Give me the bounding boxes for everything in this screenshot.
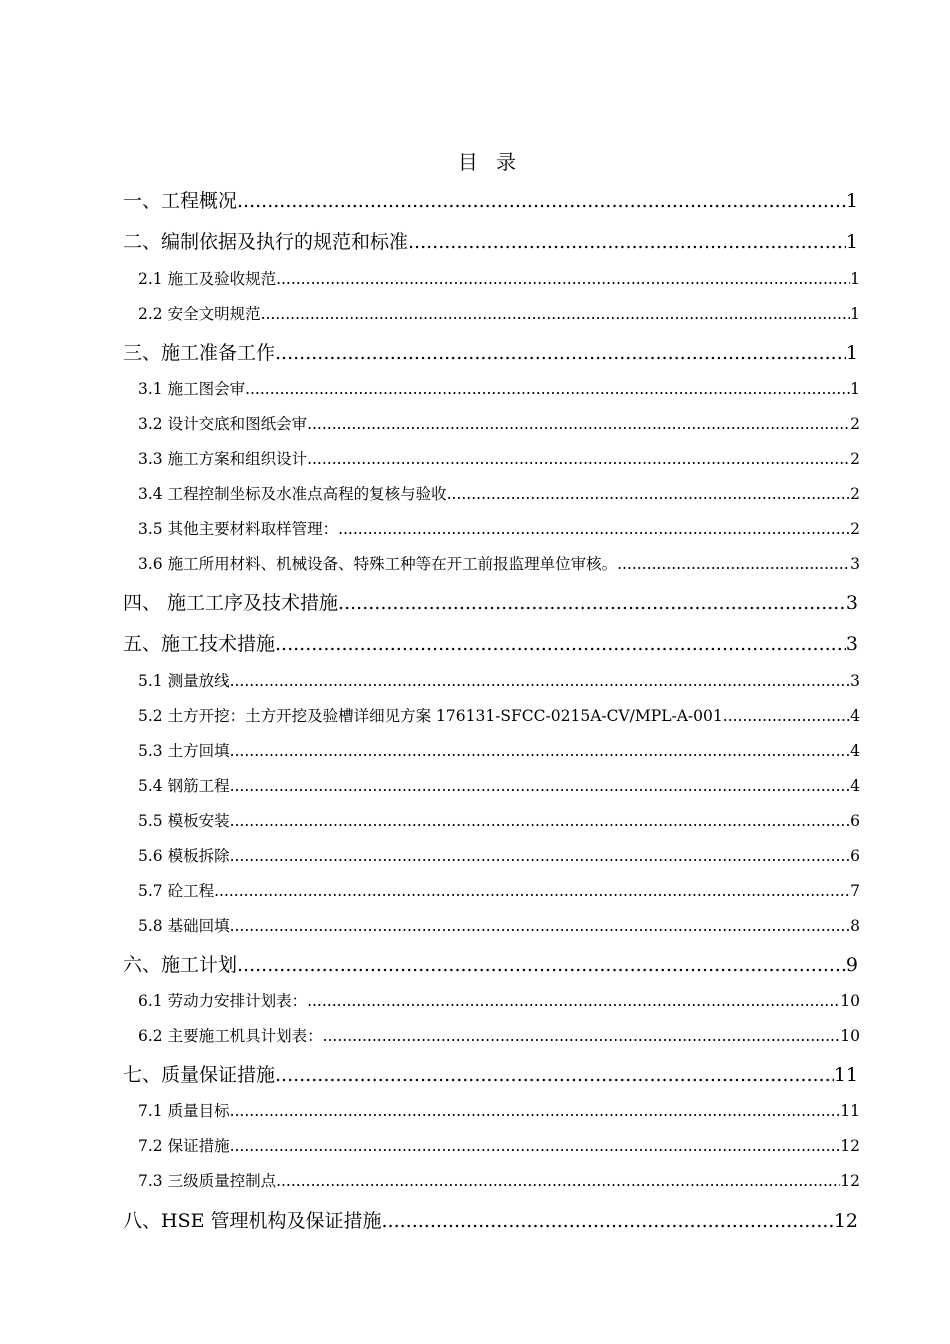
toc-entry-page-number: 12 (833, 1210, 858, 1232)
toc-entry-label: 5.4 钢筋工程 (138, 777, 230, 795)
toc-entry-label: 3.6 施工所用材料、机械设备、特殊工种等在开工前报监理单位审核。 (138, 555, 618, 573)
toc-dot-leader (408, 231, 846, 253)
toc-entry-label: 六、施工计划 (123, 954, 238, 976)
toc-entry-page-number: 1 (845, 190, 858, 212)
toc-entry[interactable] (0, 1134, 950, 1156)
toc-dot-leader (230, 812, 851, 830)
toc-dot-leader (230, 1102, 841, 1120)
toc-entry-label: 5.7 砼工程 (138, 882, 215, 900)
toc-entry-page-number: 3 (845, 592, 858, 614)
toc-entry-label: 3.3 施工方案和组织设计 (138, 450, 308, 468)
toc-entry-label: 3.1 施工图会审 (138, 380, 246, 398)
toc-dot-leader (230, 777, 851, 795)
toc-dot-leader (323, 1027, 841, 1045)
toc-entry[interactable] (0, 227, 950, 254)
toc-entry-page-number: 4 (850, 707, 860, 725)
toc-dot-leader (382, 1210, 834, 1232)
toc-entry-page-number: 4 (850, 777, 860, 795)
toc-entry[interactable] (0, 1024, 950, 1046)
toc-entry-label: 7.3 三级质量控制点 (138, 1172, 277, 1190)
toc-entry-label: 3.2 设计交底和图纸会审 (138, 415, 308, 433)
toc-entry-page-number: 10 (840, 992, 860, 1010)
toc-entry-page-number: 1 (845, 342, 858, 364)
toc-entry-page-number: 1 (850, 270, 860, 288)
toc-dot-leader (723, 707, 850, 725)
toc-entry[interactable] (0, 302, 950, 324)
toc-entry-label: 7.2 保证措施 (138, 1137, 230, 1155)
toc-dot-leader (447, 485, 851, 503)
toc-entry-page-number: 4 (850, 742, 860, 760)
toc-entry-label: 5.6 模板拆除 (138, 847, 230, 865)
toc-entry-label: 2.1 施工及验收规范 (138, 270, 277, 288)
toc-dot-leader (307, 450, 850, 468)
toc-entry[interactable] (0, 482, 950, 504)
toc-entry[interactable] (0, 989, 950, 1011)
toc-dot-leader (230, 847, 851, 865)
toc-entry-page-number: 8 (850, 917, 860, 935)
toc-dot-leader (237, 190, 846, 212)
toc-dot-leader (307, 992, 840, 1010)
toc-entry-page-number: 2 (850, 450, 860, 468)
toc-entry-label: 二、编制依据及执行的规范和标准 (123, 231, 409, 253)
toc-entry-page-number: 9 (845, 954, 858, 976)
toc-entry-page-number: 1 (850, 305, 860, 323)
toc-entry-page-number: 12 (840, 1172, 860, 1190)
toc-entry-label: 6.2 主要施工机具计划表： (138, 1027, 323, 1045)
toc-entry-page-number: 3 (850, 555, 860, 573)
toc-dot-leader (275, 342, 846, 364)
toc-entry-label: 5.3 土方回填 (138, 742, 230, 760)
toc-entry-label: 八、HSE 管理机构及保证措施 (123, 1210, 382, 1232)
toc-entry-page-number: 11 (833, 1064, 858, 1086)
toc-entry-page-number: 3 (845, 633, 858, 655)
toc-entry[interactable] (0, 1099, 950, 1121)
toc-entry-label: 2.2 安全文明规范 (138, 305, 261, 323)
toc-entry-page-number: 1 (850, 380, 860, 398)
toc-entry-label: 5.1 测量放线 (138, 672, 230, 690)
toc-entry-label: 一、工程概况 (123, 190, 238, 212)
toc-entry-page-number: 2 (850, 415, 860, 433)
toc-entry[interactable] (0, 704, 950, 726)
toc-entry-page-number: 3 (850, 672, 860, 690)
toc-entry-label: 5.5 模板安装 (138, 812, 230, 830)
toc-dot-leader (230, 742, 851, 760)
toc-entry-label: 三、施工准备工作 (123, 342, 276, 364)
toc-dot-leader (276, 1172, 840, 1190)
toc-entry[interactable] (0, 669, 950, 691)
toc-entry-page-number: 6 (850, 812, 860, 830)
toc-entry[interactable] (0, 338, 950, 365)
toc-title: 目 录 (457, 150, 523, 174)
toc-entry-label: 3.5 其他主要材料取样管理： (138, 520, 339, 538)
toc-dot-leader (237, 954, 846, 976)
toc-entry[interactable] (0, 774, 950, 796)
toc-dot-leader (276, 270, 850, 288)
toc-entry-label: 五、施工技术措施 (123, 633, 276, 655)
toc-dot-leader (214, 882, 850, 900)
toc-dot-leader (261, 305, 851, 323)
toc-entry[interactable] (0, 186, 950, 213)
toc-entry-label: 5.8 基础回填 (138, 917, 230, 935)
toc-dot-leader (275, 633, 846, 655)
toc-entry-label: 5.2 土方开挖：土方开挖及验槽详细见方案 176131-SFCC-0215A-CV/MPL-A-001 (138, 707, 723, 725)
toc-entry[interactable] (0, 739, 950, 761)
toc-entry[interactable] (0, 844, 950, 866)
toc-entry[interactable] (0, 809, 950, 831)
toc-entry-page-number: 6 (850, 847, 860, 865)
toc-dot-leader (338, 592, 846, 614)
toc-entry-page-number: 12 (840, 1137, 860, 1155)
toc-entry-label: 6.1 劳动力安排计划表： (138, 992, 308, 1010)
toc-entry-page-number: 2 (850, 520, 860, 538)
toc-entry[interactable] (0, 1060, 950, 1087)
toc-entry[interactable] (0, 267, 950, 289)
toc-dot-leader (307, 415, 850, 433)
toc-entry[interactable] (0, 412, 950, 434)
toc-entry-page-number: 7 (850, 882, 860, 900)
toc-entry-label: 七、质量保证措施 (123, 1064, 276, 1086)
toc-entry[interactable] (0, 447, 950, 469)
toc-entry[interactable] (0, 629, 950, 656)
toc-dot-leader (245, 380, 850, 398)
toc-dot-leader (230, 1137, 841, 1155)
toc-entry[interactable] (0, 950, 950, 977)
toc-entry[interactable] (0, 377, 950, 399)
toc-entry-page-number: 11 (840, 1102, 860, 1120)
toc-entry[interactable] (0, 879, 950, 901)
toc-entry[interactable] (0, 914, 950, 936)
toc-dot-leader (230, 672, 851, 690)
toc-entry[interactable] (0, 517, 950, 539)
toc-entry[interactable] (0, 588, 950, 615)
toc-dot-leader (275, 1064, 834, 1086)
toc-dot-leader (617, 555, 850, 573)
toc-entry-label: 7.1 质量目标 (138, 1102, 230, 1120)
toc-entry-page-number: 10 (840, 1027, 860, 1045)
toc-entry-label: 四、 施工工序及技术措施 (123, 592, 339, 614)
toc-entry[interactable] (0, 1206, 950, 1233)
toc-dot-leader (338, 520, 850, 538)
toc-dot-leader (230, 917, 851, 935)
toc-entry-page-number: 2 (850, 485, 860, 503)
toc-entry-label: 3.4 工程控制坐标及水准点高程的复核与验收 (138, 485, 447, 503)
toc-entry[interactable] (0, 552, 950, 574)
toc-entry[interactable] (0, 1169, 950, 1191)
toc-entry-page-number: 1 (845, 231, 858, 253)
